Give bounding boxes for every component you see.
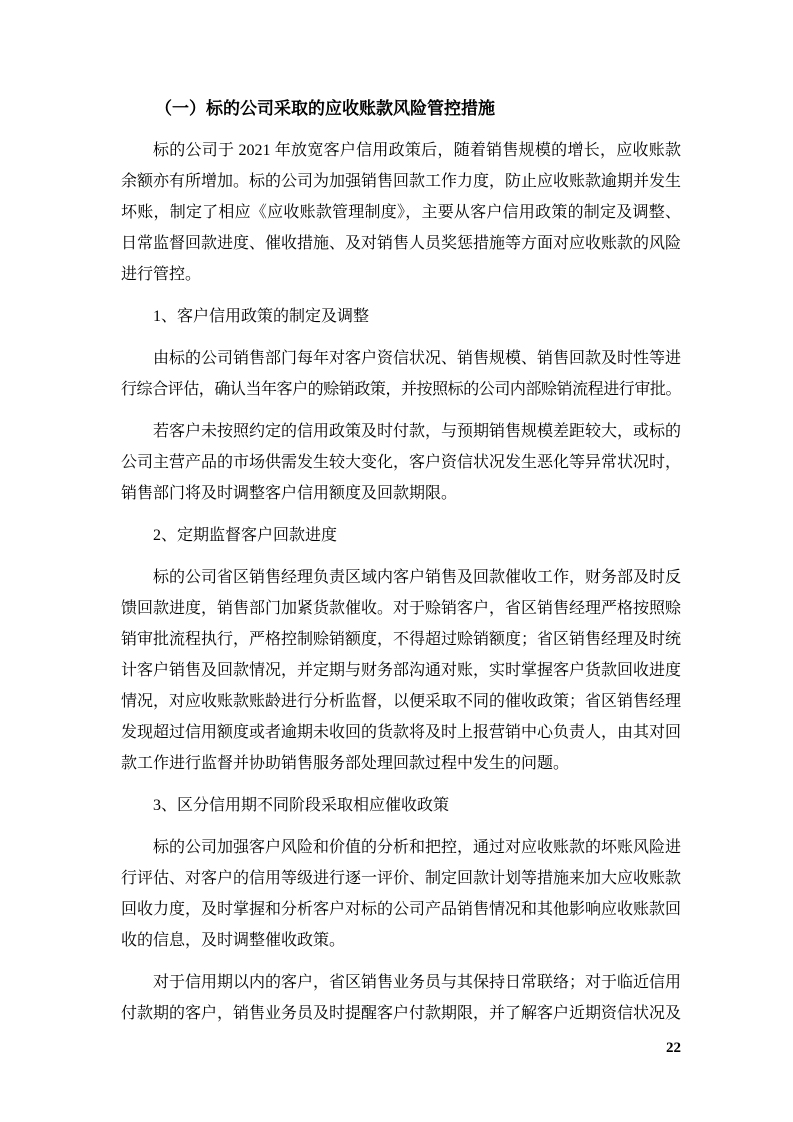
text-line: 回收力度，及时掌握和分析客户对标的公司产品销售情况和其他影响应收账款回 (121, 901, 682, 918)
text-line: 公司主营产品的市场供需发生较大变化，客户资信状况发生恶化等异常状况时， (121, 454, 682, 471)
subsection-heading: 3、区分信用期不同阶段采取相应催收政策 (153, 797, 450, 814)
text-line: 销审批流程执行，严格控制赊销额度，不得超过赊销额度；省区销售经理及时统 (121, 631, 682, 648)
text-line: 收的信息，及时调整催收政策。 (121, 932, 346, 949)
paragraph (121, 343, 681, 405)
text-line: 付款期的客户，销售业务员及时提醒客户付款期限，并了解客户近期资信状况及 (121, 1005, 682, 1022)
text-line: 进行管控。 (121, 266, 202, 283)
text-line: 对于信用期以内的客户，省区销售业务员与其保持日常联络；对于临近信用 (153, 974, 682, 991)
text-line: 日常监督回款进度、催收措施、及对销售人员奖惩措施等方面对应收账款的风险 (121, 235, 682, 252)
text-line: 标的公司省区销售经理负责区域内客户销售及回款催收工作，财务部及时反 (153, 569, 682, 586)
text-line: 由标的公司销售部门每年对客户资信状况、销售规模、销售回款及时性等进 (153, 350, 682, 367)
paragraph (121, 967, 681, 1029)
text-line: 馈回款进度，销售部门加紧货款催收。对于赊销客户，省区销售经理严格按照赊 (121, 600, 682, 617)
text-line: 标的公司加强客户风险和价值的分析和把控，通过对应收账款的坏账风险进 (153, 839, 682, 856)
text-line: 销售部门将及时调整客户信用额度及回款期限。 (121, 485, 458, 502)
subsection-heading: 2、定期监督客户回款进度 (153, 527, 338, 544)
text-line: 发现超过信用额度或者逾期未收回的货款将及时上报营销中心负责人，由其对回 (121, 724, 682, 741)
paragraph (121, 135, 681, 290)
text-line: 行评估、对客户的信用等级进行逐一评价、制定回款计划等措施来加大应收账款 (121, 870, 682, 887)
document-content (121, 93, 681, 1040)
paragraph (121, 562, 681, 779)
text-line: 计客户销售及回款情况，并定期与财务部沟通对账，实时掌握客户货款回收进度 (121, 662, 682, 679)
subsection-heading: 1、客户信用政策的制定及调整 (153, 308, 370, 325)
paragraph (121, 832, 681, 956)
text-line: 款工作进行监督并协助销售服务部处理回款过程中发生的问题。 (121, 755, 570, 772)
text-line: 余额亦有所增加。标的公司为加强销售回款工作力度，防止应收账款逾期并发生 (121, 173, 682, 190)
paragraph (121, 416, 681, 509)
text-line: 坏账，制定了相应《应收账款管理制度》，主要从客户信用政策的制定及调整、 (121, 204, 681, 221)
page-number: 22 (666, 1040, 681, 1056)
text-line: 标的公司于 2021 年放宽客户信用政策后，随着销售规模的增长，应收账款 (153, 142, 681, 159)
section-heading: （一）标的公司采取的应收账款风险管控措施 (155, 99, 495, 118)
text-line: 情况，对应收账款账龄进行分析监督，以便采取不同的催收政策；省区销售经理 (121, 693, 682, 710)
text-line: 行综合评估，确认当年客户的赊销政策，并按照标的公司内部赊销流程进行审批。 (121, 381, 682, 398)
text-line: 若客户未按照约定的信用政策及时付款，与预期销售规模差距较大，或标的 (153, 423, 682, 440)
